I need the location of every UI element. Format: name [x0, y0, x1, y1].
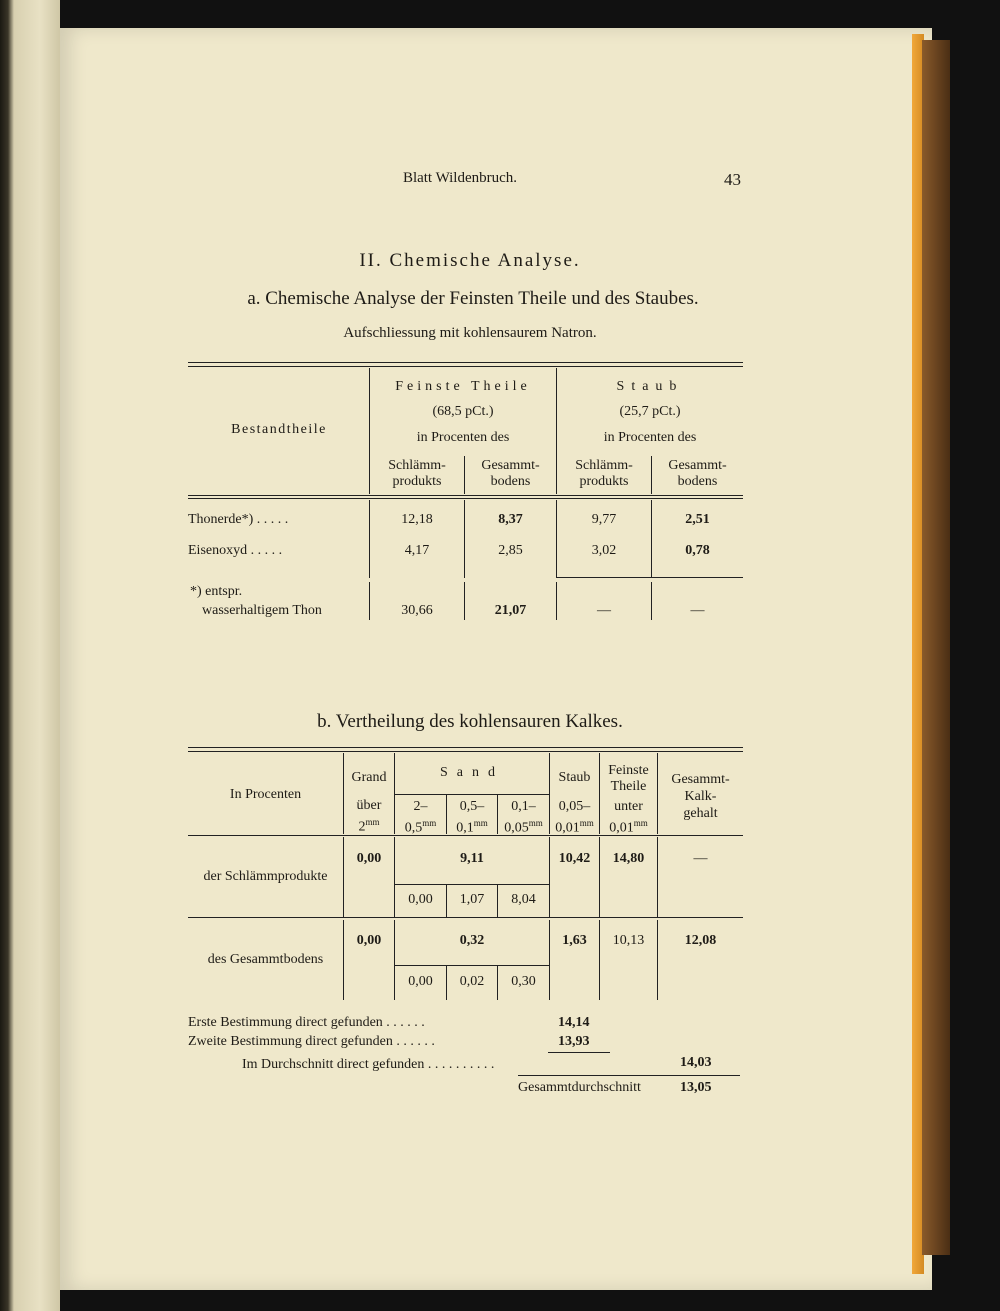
row-label-eisenoxyd: Eisenoxyd . . . . . — [188, 543, 283, 558]
col-header-in-procenten: In Procenten — [229, 787, 302, 802]
cell: 12,18 — [401, 512, 433, 527]
section-title: II. Chemische Analyse. — [359, 250, 581, 271]
summary-total-label: Gesammtdurchschnitt — [518, 1080, 641, 1095]
summary-average-value: 14,03 — [680, 1055, 712, 1070]
cell: 9,77 — [591, 512, 617, 527]
col-header-grand: Grand — [351, 770, 387, 785]
cell: 30,66 — [401, 603, 433, 618]
page-number: 43 — [724, 170, 741, 189]
cell: 2,85 — [498, 543, 523, 558]
cell: — — [690, 603, 705, 618]
cell: — — [693, 851, 708, 866]
sub-header-gesammt-2: Gesammt- bodens — [668, 458, 727, 489]
cell: 0,00 — [356, 933, 382, 948]
summary-total-value: 13,05 — [680, 1080, 712, 1095]
col-header-feinste-theile: Feinste Theile — [608, 763, 649, 794]
col-header-sand: Sand — [440, 765, 504, 780]
cell: 8,37 — [498, 512, 523, 527]
cell: 0,00 — [356, 851, 382, 866]
footnote-label-1: *) entspr. — [190, 584, 243, 599]
summary-first-label: Erste Bestimmung direct gefunden . . . . . . — [188, 1015, 425, 1030]
book-cover-edge — [922, 40, 950, 1255]
previous-page-edge — [0, 0, 60, 1311]
summary-average-label: Im Durchschnitt direct gefunden . . . . . . . . . . — [242, 1057, 495, 1072]
summary-second-label: Zweite Bestimmung direct gefunden . . . . . . — [188, 1034, 435, 1049]
group-feinste-pct: (68,5 pCt.) — [432, 404, 494, 419]
sub-header-gesammt-1: Gesammt- bodens — [481, 458, 540, 489]
cell: 0,30 — [511, 974, 536, 989]
grand-sub: über $2^{mm}$ — [356, 798, 382, 835]
cell: 8,04 — [511, 892, 536, 907]
staub-sub: 0,05– $0,01^{mm}$ — [555, 799, 594, 836]
row-label-schlaemmprodukte: der Schlämmprodukte — [203, 869, 328, 884]
cell: 14,80 — [612, 851, 645, 866]
cell: 10,42 — [558, 851, 591, 866]
group-staub-basis: in Procenten des — [603, 430, 697, 445]
cell: 0,78 — [685, 543, 710, 558]
part-b-title: b. Vertheilung des kohlensauren Kalkes. — [317, 711, 623, 732]
summary-second-value: 13,93 — [558, 1034, 590, 1049]
sand-sub-2: 0,5– $0,1^{mm}$ — [456, 799, 488, 836]
cell: 12,08 — [684, 933, 717, 948]
sand-sub-1: 2– $0,5^{mm}$ — [404, 799, 437, 836]
row-label-gesammtboden: des Gesammtbodens — [207, 952, 324, 967]
cell: 4,17 — [404, 543, 430, 558]
cell: 21,07 — [494, 603, 527, 618]
feinste-sub: unter $0,01^{mm}$ — [609, 799, 648, 836]
part-a-title: a. Chemische Analyse der Feinsten Theile und des Staubes. — [247, 288, 699, 309]
cell: 0,00 — [408, 974, 433, 989]
cell: 0,32 — [459, 933, 485, 948]
col-header-staub: Staub — [558, 770, 591, 785]
group-feinste-theile: Feinste Theile — [395, 379, 531, 394]
cell: 9,11 — [460, 851, 484, 866]
running-header: Blatt Wildenbruch. — [402, 170, 518, 186]
book-page — [60, 28, 932, 1290]
group-feinste-basis: in Procenten des — [416, 430, 510, 445]
cell: 0,02 — [459, 974, 485, 989]
group-staub: Staub — [616, 379, 684, 394]
cell: 0,00 — [408, 892, 433, 907]
cell: 1,63 — [562, 933, 587, 948]
group-staub-pct: (25,7 pCt.) — [619, 404, 681, 419]
part-a-subtitle: Aufschliessung mit kohlensaurem Natron. — [343, 325, 597, 341]
sub-header-schlaemm-1: Schlämm- produkts — [388, 458, 446, 489]
cell: — — [597, 603, 611, 618]
cell: 2,51 — [685, 512, 710, 527]
footnote-label-2: wasserhaltigem Thon — [202, 603, 322, 618]
cell: 1,07 — [459, 892, 485, 907]
row-label-thonerde: Thonerde*) . . . . . — [188, 512, 289, 527]
sand-sub-3: 0,1– $0,05^{mm}$ — [504, 799, 543, 836]
col-header-bestandtheile: Bestandtheile — [231, 422, 327, 437]
cell: 10,13 — [612, 933, 645, 948]
summary-first-value: 14,14 — [558, 1015, 590, 1030]
sub-header-schlaemm-2: Schlämm- produkts — [575, 458, 633, 489]
cell: 3,02 — [591, 543, 617, 558]
col-header-gesammt-kalkgehalt: Gesammt- Kalk- gehalt — [671, 772, 730, 821]
